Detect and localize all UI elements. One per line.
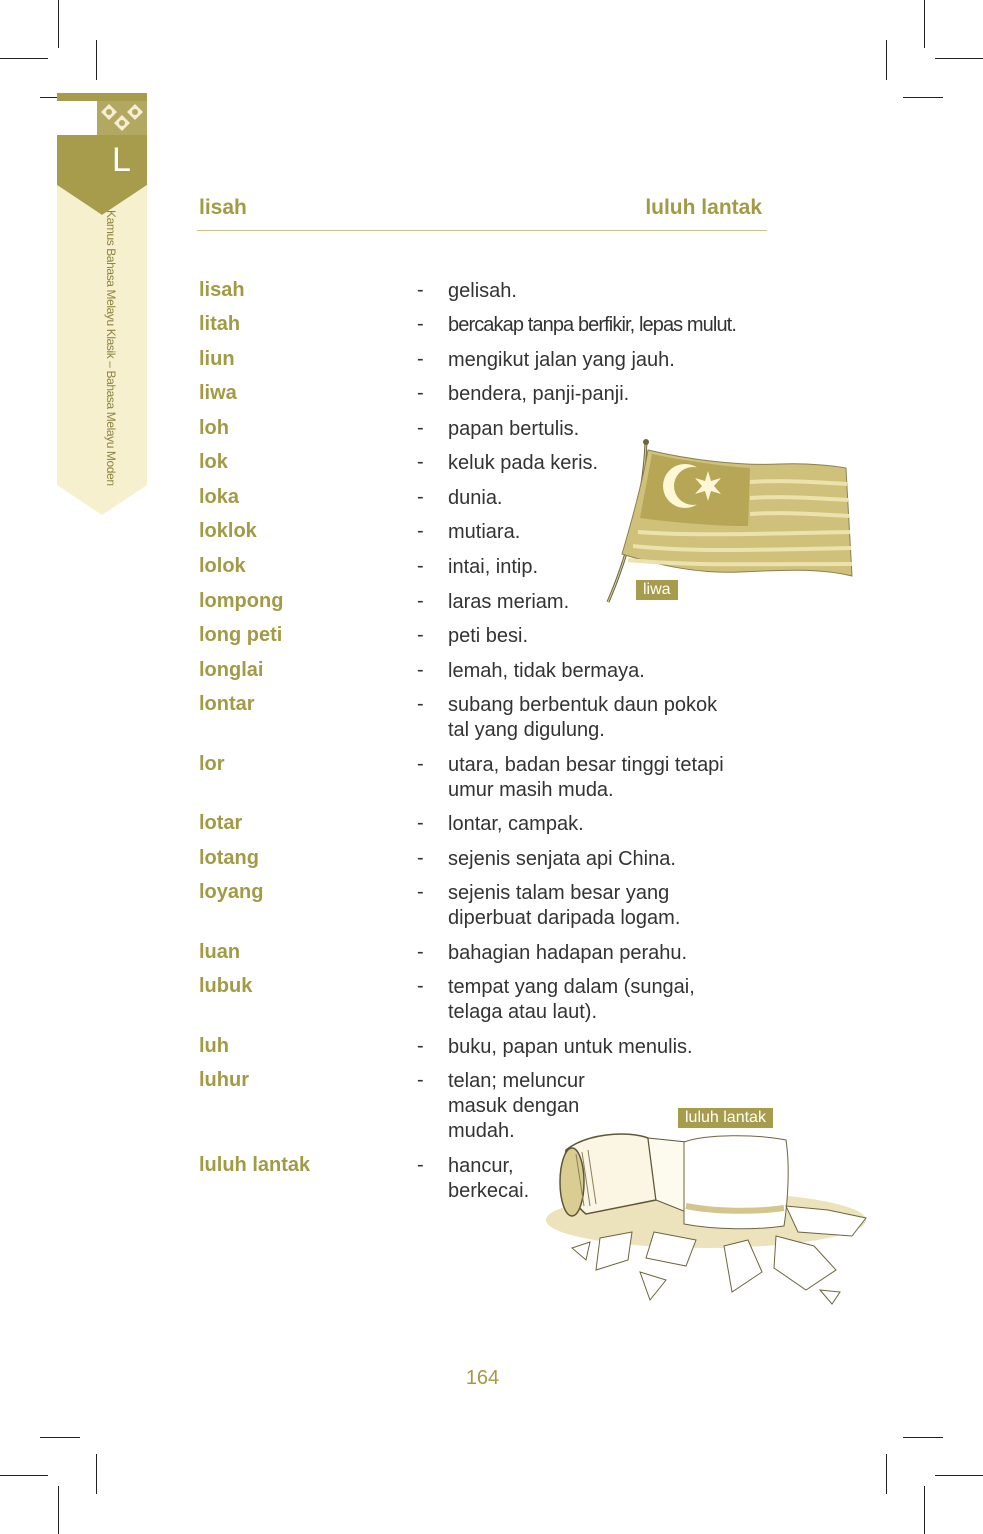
entry-term: lok — [199, 451, 228, 473]
entry-definition — [448, 1154, 529, 1204]
entry-dash: - — [417, 847, 424, 869]
entry-dash: - — [417, 1154, 424, 1176]
entry-definition: bahagian hadapan perahu. — [448, 942, 688, 964]
definition-line: subang berbentuk daun pokok — [448, 694, 718, 716]
entry-definition: sejenis senjata api China. — [448, 848, 676, 870]
entry-dash: - — [417, 975, 424, 997]
entry-definition — [448, 975, 695, 1025]
entry-definition: bercakap tanpa berfikir, lepas mulut. — [448, 314, 736, 336]
entry-dash: - — [417, 753, 424, 775]
entry-dash: - — [417, 555, 424, 577]
definition-line: hancur, — [448, 1155, 514, 1177]
running-head-first-entry: lisah — [199, 196, 247, 219]
definition-line: berkecai. — [448, 1180, 530, 1202]
entry-definition: gelisah. — [448, 280, 517, 302]
entry-term: luhur — [199, 1069, 249, 1091]
entry-dash: - — [417, 881, 424, 903]
entry-term: litah — [199, 313, 241, 335]
entry-definition: lemah, tidak bermaya. — [448, 660, 645, 682]
section-letter: L — [112, 141, 131, 179]
entry-definition: dunia. — [448, 487, 503, 509]
entry-dash: - — [417, 941, 424, 963]
entry-term: loyang — [199, 881, 264, 903]
definition-line: mudah. — [448, 1120, 515, 1142]
entry-dash: - — [417, 590, 424, 612]
entry-term: loklok — [199, 520, 257, 542]
entry-definition: lontar, campak. — [448, 813, 584, 835]
entry-definition: mengikut jalan yang jauh. — [448, 349, 675, 371]
entry-term: loh — [199, 417, 229, 439]
entry-definition: bendera, panji-panji. — [448, 383, 630, 405]
entry-definition: peti besi. — [448, 625, 529, 647]
entry-definition: keluk pada keris. — [448, 452, 599, 474]
entry-term: lolok — [199, 555, 246, 577]
entry-term: lor — [199, 753, 225, 775]
entry-definition: papan bertulis. — [448, 418, 580, 440]
entry-dash: - — [417, 520, 424, 542]
flag-caption: liwa — [636, 580, 678, 600]
entry-term: liwa — [199, 382, 237, 404]
broken-glass-illustration — [536, 1120, 876, 1306]
entry-dash: - — [417, 624, 424, 646]
definition-line: utara, badan besar tinggi tetapi — [448, 754, 724, 776]
entry-term: lotang — [199, 847, 259, 869]
entry-dash: - — [417, 1035, 424, 1057]
definition-line: masuk dengan — [448, 1095, 580, 1117]
entry-dash: - — [417, 812, 424, 834]
entry-definition — [448, 881, 680, 931]
entry-term: lubuk — [199, 975, 253, 997]
entry-dash: - — [417, 693, 424, 715]
entry-dash: - — [417, 417, 424, 439]
glass-caption: luluh lantak — [678, 1108, 773, 1128]
definition-line: tempat yang dalam (sungai, — [448, 976, 695, 998]
entry-definition: laras meriam. — [448, 591, 570, 613]
entry-term: lontar — [199, 693, 255, 715]
entry-term: longlai — [199, 659, 264, 681]
entry-definition — [448, 753, 724, 803]
book-title: Kamus Bahasa Melayu Klasik – Bahasa Melayu Moden — [104, 210, 118, 486]
definition-line: telaga atau laut). — [448, 1001, 597, 1023]
entry-term: lisah — [199, 279, 245, 301]
definition-line: diperbuat daripada logam. — [448, 907, 681, 929]
definition-line: tal yang digulung. — [448, 719, 605, 741]
entry-definition — [448, 693, 717, 743]
entry-term: luan — [199, 941, 241, 963]
entry-term: long peti — [199, 624, 283, 646]
page-number: 164 — [465, 1367, 500, 1389]
entry-term: luh — [199, 1035, 229, 1057]
entry-term: loka — [199, 486, 240, 508]
entry-dash: - — [417, 382, 424, 404]
entry-definition: buku, papan untuk menulis. — [448, 1036, 693, 1058]
entry-definition: intai, intip. — [448, 556, 539, 578]
definition-line: umur masih muda. — [448, 779, 614, 801]
entry-term: lotar — [199, 812, 243, 834]
entry-term: liun — [199, 348, 235, 370]
entry-dash: - — [417, 451, 424, 473]
entry-definition: mutiara. — [448, 521, 521, 543]
entry-dash: - — [417, 659, 424, 681]
definition-line: telan; meluncur — [448, 1070, 585, 1092]
entry-dash: - — [417, 279, 424, 301]
entry-dash: - — [417, 1069, 424, 1091]
running-head-last-entry: luluh lantak — [645, 196, 762, 219]
entry-dash: - — [417, 486, 424, 508]
entry-term: lompong — [199, 590, 284, 612]
entry-dash: - — [417, 348, 424, 370]
definition-line: sejenis talam besar yang — [448, 882, 670, 904]
entry-dash: - — [417, 313, 424, 335]
entry-term: luluh lantak — [199, 1154, 311, 1176]
